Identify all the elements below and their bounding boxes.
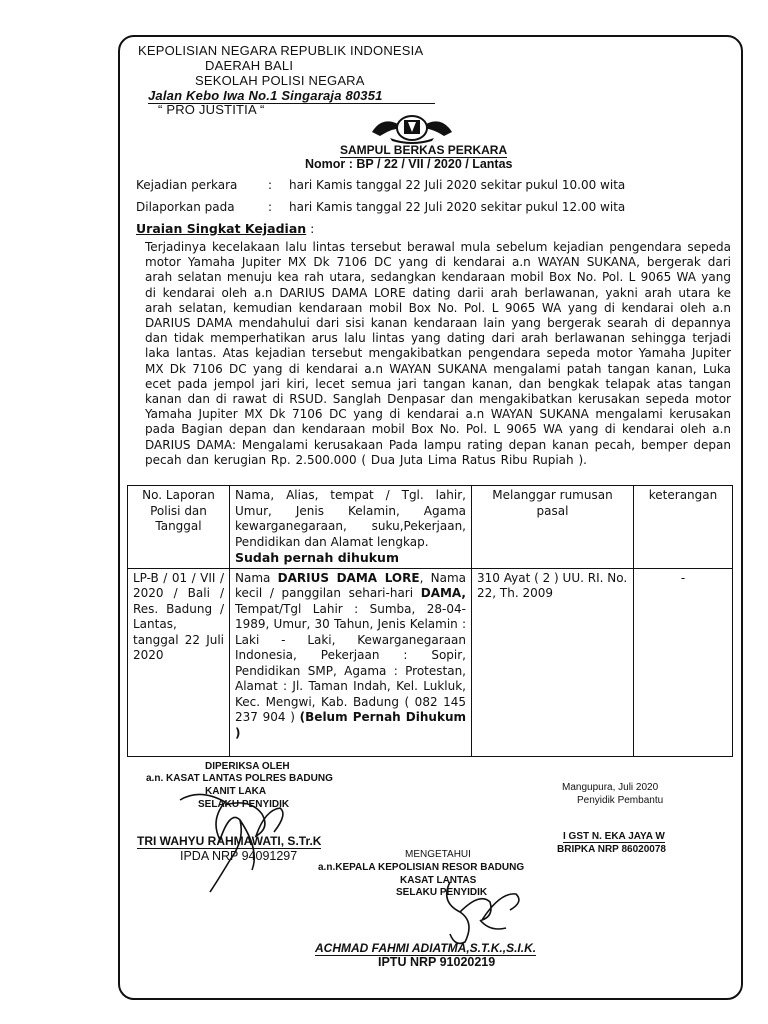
center-authority: a.n.KEPALA KEPOLISIAN RESOR BADUNG [318, 862, 525, 873]
suspect-nickname: DAMA, [420, 586, 466, 600]
right-signer-rank: BRIPKA NRP 86020078 [557, 844, 666, 855]
document-title: SAMPUL BERKAS PERKARA [340, 143, 508, 157]
school-name: SEKOLAH POLISI NEGARA [195, 73, 365, 88]
kejadian-value: hari Kamis tanggal 22 Juli 2020 sekitar pukul 10.00 wita [289, 178, 626, 192]
header-identity [230, 486, 472, 569]
center-signer-rank: IPTU NRP 91020219 [378, 955, 496, 969]
article-text: 310 Ayat ( 2 ) UU. RI. No. 22, Th. 2009 [477, 570, 628, 600]
kejadian-colon: : [268, 178, 273, 192]
center-signer-name: ACHMAD FAHMI ADIATMA,S.T.K.,S.I.K. [315, 941, 537, 955]
right-signer-name: I GST N. EKA JAYA W [563, 831, 665, 842]
cell-article [472, 568, 634, 756]
uraian-heading [136, 221, 314, 236]
address: Jalan Kebo Iwa No.1 Singaraja 80351 [148, 88, 435, 104]
police-emblem-icon [368, 110, 456, 144]
document-number: Nomor : BP / 22 / VII / 2020 / Lantas [305, 157, 513, 171]
kejadian-label: Kejadian perkara [136, 178, 238, 192]
header-article [472, 486, 634, 569]
left-signer-name: TRI WAHYU RAHMAWATI, S.Tr.K [137, 834, 322, 848]
uraian-title: Uraian Singkat Kejadian [136, 221, 307, 236]
cell-report-number [128, 568, 230, 756]
acknowledged: MENGETAHUI [405, 849, 471, 860]
left-role: SELAKU PENYIDIK [198, 799, 290, 810]
table-row [128, 568, 733, 756]
place-date: Mangupura, Juli 2020 [562, 782, 659, 793]
cell-identity [230, 568, 472, 756]
examined-by: DIPERIKSA OLEH [205, 761, 290, 772]
pro-justitia: “ PRO JUSTITIA “ [158, 102, 265, 117]
left-unit: KANIT LAKA [205, 786, 267, 797]
incident-narrative: Terjadinya kecelakaan lalu lintas tersebut berawal mula sebelum kejadian pengendara sepeda motor Yamaha Jupiter MX Dk 7106 DC yang di kendarai a.n WAYAN SUKANA, bergerak dari arah selatan menuju kea rah utara, sedangkan kendaraan mobil Box No. Pol. L 9065 WA yang di kendarai oleh a.n DARIUS DAMA LORE dating darii arah berlawanan, yakni arah utara ke arah selatan, kemudian kendaraan mobil Box No. Pol. L 9065 WA yang di kendarai oleh a.n DARIUS DAMA mendahului dari sisi kanan kendaraan lain yang bergerak searah di depannya dan tidak memperhatikan arus lalu lintas yang dating dari arah berlawanan sehingga terjadi laka lantas. Atas kejadian tersebut mengakibatkan pengendara sepeda motor Yamaha Jupiter MX Dk 7106 DC yang di kendarai a.n WAYAN SUKANA mengalami patah tangan kanan, Luka ecet pada jempol jari kiri, lecet semua jari tangan kanan, dan bengkak telapak atas tangan kanan dan di rawat di RSUD. Sanglah Denpasar dan mengakibatkan kerusakan sepeda motor Yamaha Jupiter MX Dk 7106 DC yang di kendarai a.n WAYAN SUKANA mengalami kerusakan pada Bagian depan dan kendaraan mobil Box No. Pol. L 9065 WA yang di kendarai oleh a.n DARIUS DAMA: Mengalami kerusakaan Pada lampu rating depan kanan pecah, bemper depan pecah dan kerugian Rp. 2.500.000 ( Dua Juta Lima Ratus Ribu Rupiah ). [145, 240, 731, 467]
dilaporkan-value: hari Kamis tanggal 22 Juli 2020 sekitar pukul 12.00 wita [289, 200, 626, 214]
name-prefix: Nama [235, 570, 278, 585]
nickname-prefix: , Nama kecil / panggilan sehari-hari [235, 570, 467, 600]
center-unit: KASAT LANTAS [400, 875, 477, 886]
suspect-name: DARIUS DAMA LORE [277, 570, 420, 585]
dilaporkan-colon: : [268, 200, 273, 214]
header-remarks-text: keterangan [648, 488, 718, 502]
right-role: Penyidik Pembantu [577, 795, 664, 806]
suspect-details: Tempat/Tgl Lahir : Sumba, 28-04-1989, Umur, 30 Tahun, Jenis Kelamin : Laki - Laki, Kewarganegaraan Indonesia, Pekerjaan : Sopir, Pendidikan SMP, Agama : Protestan, Alamat : Jl. Taman Indah, Kel. Lukluk, Kec. Mengwi, Kab. Badung ( 082 145 237 904 ) [235, 601, 466, 724]
remarks-text: - [680, 570, 686, 585]
header-remarks [634, 486, 733, 569]
cell-remarks [634, 568, 733, 756]
suspect-table [127, 485, 733, 757]
header-article-text: Melanggar rumusan pasal [492, 488, 613, 518]
dilaporkan-label: Dilaporkan pada [136, 200, 235, 214]
institution-name: KEPOLISIAN NEGARA REPUBLIK INDONESIA [138, 43, 424, 58]
conviction-status: (Belum Pernah Dihukum ) [235, 710, 466, 740]
header-report-number-text: No. Laporan Polisi dan Tanggal [142, 488, 215, 533]
center-signature-icon [420, 872, 530, 952]
header-identity-text: Nama, Alias, tempat / Tgl. lahir, Umur, Jenis Kelamin, Agama kewarganegaraan, suku,Pekerjaan, Pendidikan dan Alamat lengkap. [235, 488, 466, 549]
table-header-row [128, 486, 733, 569]
report-number-text: LP-B / 01 / VII / 2020 / Bali / Res. Badung / Lantas, tanggal 22 Juli 2020 [133, 570, 224, 662]
region-name: DAERAH BALI [205, 58, 294, 73]
left-signer-rank: IPDA NRP 94091297 [180, 849, 298, 863]
uraian-colon: : [306, 221, 315, 236]
left-authority: a.n. KASAT LANTAS POLRES BADUNG [146, 773, 333, 784]
header-convicted-text: Sudah pernah dihukum [235, 550, 399, 565]
center-role: SELAKU PENYIDIK [396, 887, 488, 898]
header-report-number [128, 486, 230, 569]
